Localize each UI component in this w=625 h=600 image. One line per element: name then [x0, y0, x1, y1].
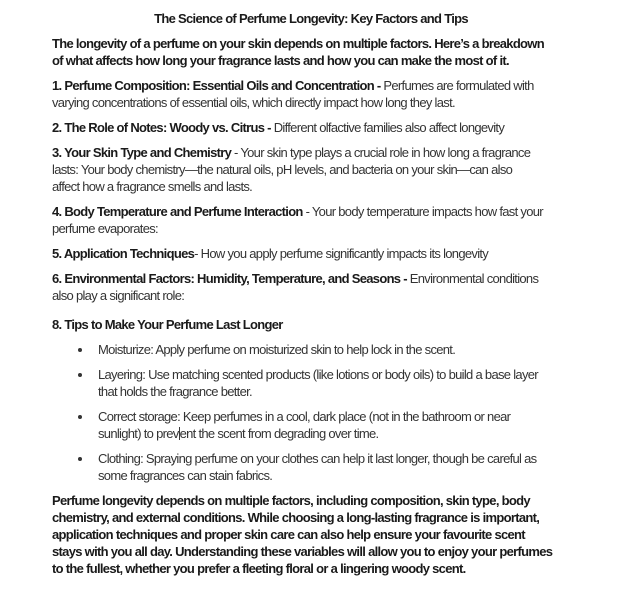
- text-line: [98, 425, 570, 442]
- text-run: of what affects how long your fragrance lasts and how you can make the most of it.: [52, 53, 509, 68]
- text-line: [52, 287, 570, 304]
- bullet-moisturize: [52, 341, 570, 358]
- text-run: affect how a fragrance smells and lasts.: [52, 179, 253, 194]
- text-run: 3. Your Skin Type and Chemistry: [52, 145, 232, 160]
- text-line: [52, 509, 570, 526]
- document-title: The Science of Perfume Longevity: Key Factors and Tips: [154, 11, 468, 26]
- text-line: [52, 94, 570, 111]
- text-run: 6. Environmental Factors: Humidity, Temperature, and Seasons -: [52, 271, 410, 286]
- text-line: [52, 161, 570, 178]
- text-line: [98, 341, 570, 358]
- text-run: 4. Body Temperature and Perfume Interaction: [52, 204, 303, 219]
- text-line: [52, 270, 570, 287]
- text-run: some fragrances can stain fabrics.: [98, 468, 273, 483]
- bullet-icon: [78, 373, 82, 377]
- section-5-application: [52, 245, 570, 262]
- text-run: varying concentrations of essential oils, which directly impact how long they last.: [52, 95, 455, 110]
- section-3-skin-type: [52, 144, 570, 195]
- text-run: stays with you all day. Understanding these variables will allow you to enjoy your perfumes: [52, 544, 553, 559]
- text-run: to the fullest, whether you prefer a fleeting floral or a lingering woody scent.: [52, 561, 466, 576]
- intro-paragraph: [52, 35, 570, 69]
- text-line: [52, 119, 570, 136]
- text-run: chemistry, and external conditions. While choosing a long-lasting fragrance is important,: [52, 510, 540, 525]
- text-line: [52, 220, 570, 237]
- text-run: application techniques and proper skin care can also help ensure your favourite scent: [52, 527, 525, 542]
- text-line: [52, 203, 570, 220]
- tips-bullet-list: [52, 341, 570, 484]
- text-run: lasts: Your body chemistry—the natural oils, pH levels, and bacteria on your skin—can also: [52, 162, 513, 177]
- text-run: 2. The Role of Notes: Woody vs. Citrus -: [52, 120, 274, 135]
- text-run: Layering: Use matching scented products (like lotions or body oils) to build a base layer: [98, 367, 538, 382]
- section-6-environment: [52, 270, 570, 304]
- text-run: Clothing: Spraying perfume on your clothes can help it last longer, though be careful as: [98, 451, 537, 466]
- section-2-notes: [52, 119, 570, 136]
- text-run: - How you apply perfume significantly impacts its longevity: [194, 246, 489, 261]
- text-run: Correct storage: Keep perfumes in a cool, dark place (not in the bathroom or near: [98, 409, 511, 424]
- text-line: [98, 450, 570, 467]
- text-run: - Your skin type plays a crucial role in how long a fragrance: [231, 145, 531, 160]
- text-line: [98, 408, 570, 425]
- text-line: [52, 77, 570, 94]
- text-run: 8. Tips to Make Your Perfume Last Longer: [52, 317, 283, 332]
- bullet-layering: [52, 366, 570, 400]
- text-run: Perfumes are formulated with: [383, 78, 534, 93]
- text-run: Perfume longevity depends on multiple factors, including composition, skin type, body: [52, 493, 530, 508]
- text-run: perfume evaporates:: [52, 221, 158, 236]
- text-run: sunlight) to prev: [98, 426, 179, 441]
- text-line: [52, 492, 570, 509]
- text-line: [52, 52, 570, 69]
- text-line: [98, 366, 570, 383]
- text-line: [52, 245, 570, 262]
- text-line: [52, 35, 570, 52]
- text-run: Environmental conditions: [409, 271, 539, 286]
- text-line: [52, 144, 570, 161]
- text-line: [52, 560, 570, 577]
- text-run: Different olfactive families also affect longevity: [273, 120, 505, 135]
- bullet-correct-storage: [52, 408, 570, 442]
- text-run: The longevity of a perfume on your skin depends on multiple factors. Here’s a breakdown: [52, 36, 544, 51]
- text-run: 1. Perfume Composition: Essential Oils and Concentration -: [52, 78, 384, 93]
- bullet-icon: [78, 415, 82, 419]
- text-line: [52, 178, 570, 195]
- text-run: also play a significant role:: [52, 288, 185, 303]
- text-line: [98, 467, 570, 484]
- section-1-composition: [52, 77, 570, 111]
- section-4-body-temperature: [52, 203, 570, 237]
- section-8-tips-heading: [52, 316, 570, 333]
- text-run: Moisturize: Apply perfume on moisturized skin to help lock in the scent.: [98, 342, 456, 357]
- conclusion-paragraph: [52, 492, 570, 577]
- text-line: [98, 383, 570, 400]
- bullet-icon: [78, 348, 82, 352]
- text-line: [52, 316, 570, 333]
- text-line: [52, 526, 570, 543]
- text-run: 5. Application Techniques: [52, 246, 195, 261]
- text-run: that holds the fragrance better.: [98, 384, 252, 399]
- bullet-clothing: [52, 450, 570, 484]
- text-run: - Your body temperature impacts how fast your: [302, 204, 543, 219]
- document-body: [52, 35, 570, 577]
- bullet-icon: [78, 457, 82, 461]
- text-run: ent the scent from degrading over time.: [179, 426, 379, 441]
- text-line: [52, 543, 570, 560]
